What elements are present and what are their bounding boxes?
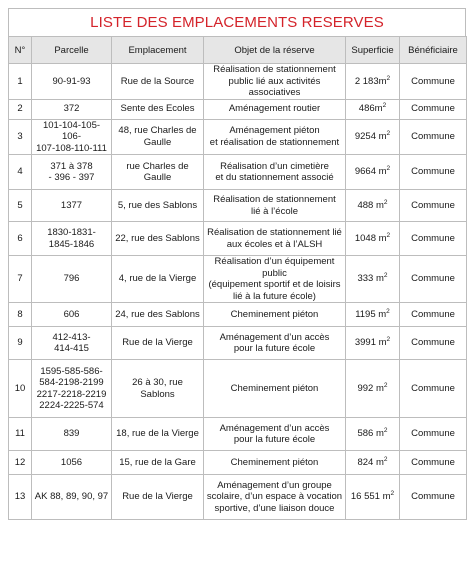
cell-parcelle: 1377 [32,190,112,222]
table-row [9,475,467,520]
cell-no: 3 [9,119,32,155]
cell-parcelle: AK 88, 89, 90, 97 [32,475,112,520]
cell-parcelle: 412-413- 414-415 [32,327,112,360]
cell-objet: Réalisation d’un cimetière et du stationnement associé [204,155,346,190]
cell-objet: Aménagement d’un accès pour la future école [204,418,346,451]
cell-parcelle: 1830-1831- 1845-1846 [32,222,112,256]
cell-no: 7 [9,256,32,303]
area-value: 1195 m [355,308,387,320]
cell-objet: Cheminement piéton [204,451,346,475]
area-value: 333 m [357,273,384,285]
area-unit-exponent: 2 [383,381,388,389]
cell-objet: Aménagement d’un groupe scolaire, d’un espace à vocation sportive, d’une liaison douce [204,475,346,520]
table-row [9,222,467,256]
area-value: 2 183m [354,75,387,87]
table-row [9,155,467,190]
table-row [9,451,467,475]
cell-no: 1 [9,64,32,100]
area-unit-exponent: 2 [390,490,395,498]
area-value: 9664 m [354,166,387,178]
cell-objet: Réalisation de stationnement public lié aux activités associatives [204,64,346,100]
table-row [9,327,467,360]
cell-no: 11 [9,418,32,451]
header-superficie: Superficie [346,37,400,64]
area-unit-exponent: 2 [386,231,391,239]
cell-beneficiaire: Commune [400,451,467,475]
cell-no: 6 [9,222,32,256]
cell-no: 8 [9,303,32,327]
cell-emplacement: 4, rue de la Vierge [112,256,204,303]
cell-emplacement: 26 à 30, rue Sablons [112,360,204,418]
cell-emplacement: 18, rue de la Vierge [112,418,204,451]
table-row [9,303,467,327]
cell-emplacement: Sente des Ecoles [112,99,204,119]
table-row [9,99,467,119]
table-row [9,190,467,222]
cell-objet: Aménagement d’un accès pour la future école [204,327,346,360]
cell-emplacement: Rue de la Vierge [112,475,204,520]
cell-superficie [346,64,400,100]
cell-beneficiaire: Commune [400,99,467,119]
cell-objet: Aménagement routier [204,99,346,119]
cell-no: 13 [9,475,32,520]
cell-parcelle: 796 [32,256,112,303]
area-value: 992 m [357,382,384,394]
header-parcelle: Parcelle [32,37,112,64]
cell-no: 2 [9,99,32,119]
area-value: 3991 m [354,337,387,349]
table-row [9,256,467,303]
cell-beneficiaire: Commune [400,303,467,327]
area-unit-exponent: 2 [386,307,390,315]
cell-parcelle: 101-104-105-106- 107-108-110-111 [32,119,112,155]
header-objet: Objet de la réserve [204,37,346,64]
cell-emplacement: 24, rue des Sablons [112,303,204,327]
cell-superficie [346,360,400,418]
cell-emplacement: rue Charles de Gaulle [112,155,204,190]
cell-parcelle: 372 [32,99,112,119]
cell-no: 9 [9,327,32,360]
cell-superficie [346,303,400,327]
cell-beneficiaire: Commune [400,360,467,418]
cell-beneficiaire: Commune [400,418,467,451]
cell-emplacement: 22, rue des Sablons [112,222,204,256]
cell-beneficiaire: Commune [400,155,467,190]
cell-superficie [346,119,400,155]
header-beneficiaire: Bénéficiaire [400,37,467,64]
area-unit-exponent: 2 [386,336,391,344]
cell-superficie [346,475,400,520]
area-value: 586 m [357,428,384,440]
area-value: 824 m [357,456,384,468]
cell-beneficiaire: Commune [400,119,467,155]
table-header-row [9,37,467,64]
cell-parcelle: 1056 [32,451,112,475]
area-unit-exponent: 2 [383,455,388,463]
cell-superficie [346,222,400,256]
cell-no: 10 [9,360,32,418]
area-value: 1048 m [354,232,387,244]
cell-beneficiaire: Commune [400,222,467,256]
cell-beneficiaire: Commune [400,327,467,360]
cell-parcelle: 371 à 378 - 396 - 397 [32,155,112,190]
cell-superficie [346,190,400,222]
cell-beneficiaire: Commune [400,256,467,303]
cell-parcelle: 839 [32,418,112,451]
title-text: LISTE DES EMPLACEMENTS RESERVES [90,14,384,31]
area-value: 9254 m [354,131,387,142]
cell-objet: Cheminement piéton [204,303,346,327]
cell-superficie [346,418,400,451]
cell-no: 12 [9,451,32,475]
cell-objet: Cheminement piéton [204,360,346,418]
cell-no: 4 [9,155,32,190]
cell-parcelle: 1595-585-586- 584-2198-2199 2217-2218-2219 2224-2225-574 [32,360,112,418]
area-value: 486m [358,103,383,115]
cell-objet: Aménagement piéton et réalisation de stationnement [204,119,346,155]
cell-beneficiaire: Commune [400,190,467,222]
cell-superficie [346,451,400,475]
cell-emplacement: 48, rue Charles de Gaulle [112,119,204,155]
table-row [9,418,467,451]
cell-emplacement: Rue de la Source [112,64,204,100]
area-value: 488 m [357,199,384,211]
area-value: 16 551 m [350,491,391,503]
reserved-sites-document [8,8,466,520]
header-number: N° [9,37,32,64]
cell-objet: Réalisation de stationnement lié à l’école [204,190,346,222]
area-unit-exponent: 2 [382,102,387,110]
cell-objet: Réalisation d’un équipement public (équipement sportif et de loisirs lié à la future école) [204,256,346,303]
cell-superficie [346,155,400,190]
area-unit-exponent: 2 [383,198,388,206]
cell-superficie [346,327,400,360]
cell-parcelle: 90-91-93 [32,64,112,100]
cell-emplacement: 5, rue des Sablons [112,190,204,222]
table-body [9,64,467,520]
area-unit-exponent: 2 [383,272,388,280]
reserved-sites-table [8,36,467,520]
area-unit-exponent: 2 [386,165,391,173]
cell-superficie [346,256,400,303]
area-unit-exponent: 2 [383,427,388,435]
area-unit-exponent: 2 [386,130,391,137]
cell-beneficiaire: Commune [400,64,467,100]
cell-objet: Réalisation de stationnement lié aux écoles et à l’ALSH [204,222,346,256]
area-unit-exponent: 2 [386,74,391,82]
cell-emplacement: 15, rue de la Gare [112,451,204,475]
page-title [8,8,466,36]
cell-parcelle: 606 [32,303,112,327]
table-row [9,360,467,418]
cell-superficie [346,99,400,119]
cell-beneficiaire: Commune [400,475,467,520]
header-emplacement: Emplacement [112,37,204,64]
cell-emplacement: Rue de la Vierge [112,327,204,360]
table-row [9,119,467,155]
table-row [9,64,467,100]
cell-no: 5 [9,190,32,222]
